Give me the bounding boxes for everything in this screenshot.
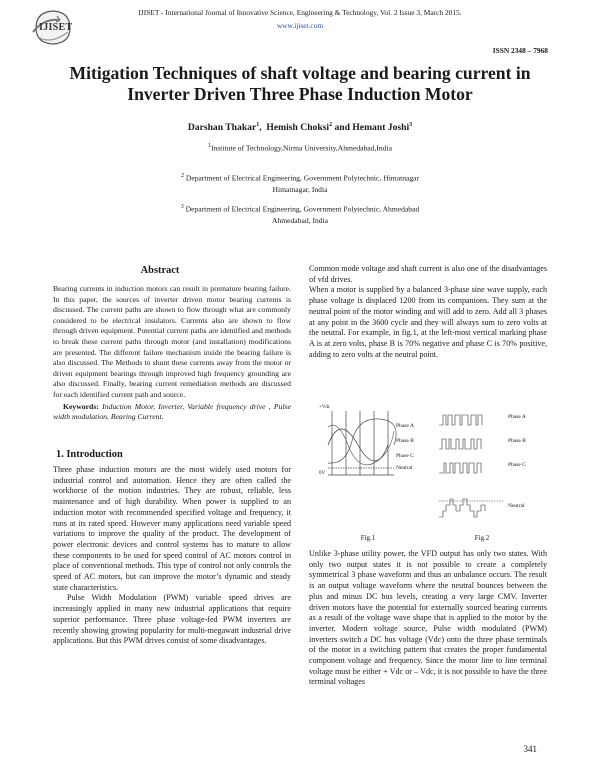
right-paragraph-3: Unlike 3-phase utility power, the VFD output has only two states. With only two output states it is not possible to create a completely symmetrical 3 phase waveform and thus an unbalance occurs. The result is an output voltage waveform where the neutral bounces between the plus and minus DC bus levels, creating a very large CMV. Inverter driven motors have the potential for externally sourced bearing currents as a result of the voltage wave shape that is applied to the motor by the inverter. Modern voltage source, Pulse width modulated (PWM) inverters switch a DC bus voltage (Vdc) onto the three phase terminals of the motor in a switching pattern that creates the proper fundamental component voltage and frequency. Since the motor line to line terminal voltage must be either + Vdc or – Vdc, it is not possible to have the three terminal voltages (309, 549, 547, 687)
fig1-top-label: +Vdc (319, 405, 331, 410)
title-line-1: Mitigation Techniques of shaft voltage and bearing current in (69, 63, 531, 83)
title-line-2: Inverter Driven Three Phase Induction Motor (127, 84, 473, 104)
figure-1-caption: Fig.1 (360, 534, 376, 542)
author-list: Darshan Thakar$^1$, Hemish Choksi$^2$ and Hemant Joshi$^3$ (187, 122, 413, 134)
journal-header-line: IJISET - International Journal of Innovative Science, Engineering & Technology, Vol. 2 Issue 3, March 2015. (138, 8, 462, 17)
aff-3-sup: 3 (180, 204, 184, 210)
fig1-label-phase-b: Phase B (396, 438, 414, 444)
fig2-label-phase-b: Phase B (508, 438, 526, 444)
journal-url[interactable]: www.ijiset.com (276, 21, 324, 30)
fig2-label-phase-a: Phase A (508, 414, 526, 420)
intro-body (53, 465, 291, 647)
keywords-label: Keywords: (63, 401, 99, 411)
author-2-sup: 2 (329, 122, 333, 128)
abstract-section (53, 284, 291, 423)
issn: ISSN 2348 – 7968 (492, 46, 548, 55)
aff-3-line-1: Department of Electrical Engineering, Government Polytechnic, Ahmedabad (185, 204, 420, 214)
author-1: Darshan Thakar (187, 122, 257, 134)
abstract-heading: Abstract (140, 265, 180, 276)
aff-2-line-2: Himatnagar, India (272, 185, 328, 195)
abstract-body: Bearing currents in induction motors can result in premature bearing failure. In this paper, the sources of inverter driven motor bearing currents is discussed. The current paths are shown to flow through what are commonly considered to be electrical insulators. Currents also are shown to flow through driven equipment. Potential current paths are identified and methods to break these current paths through motor (and installation) modifications are presented. The different failure mechanism inside the bearing failure is also discussed. The Methods to shunt these currents away from the motor or driven equipment bearings through improved high frequency grounding are also discussed. Finally, bearing current remediation methods are discussed for each identified current path and source. (53, 284, 291, 399)
aff-1-sup: 1 (208, 143, 211, 149)
intro-paragraph-2: Pulse Width Modulation (PWM) variable speed drives are increasingly applied in many new industrial applications that require superior performance. Three phase voltage-fed PWM inverters are recently showing growing popularity for multi-megawatt industrial drive applications. But this PWM drives consist of some disadvantages. (53, 593, 291, 646)
intro-heading: 1. Introduction (56, 449, 123, 460)
fig1-label-neutral: Neutral (396, 465, 413, 471)
page-number: 341 (523, 744, 537, 754)
fig1-label-phase-a: Phase A (396, 423, 414, 429)
author-3: Hemant Joshi (352, 122, 410, 134)
and-connector: and (334, 122, 350, 134)
paper-title (40, 63, 560, 105)
fig2-label-neutral: Neutral (508, 503, 525, 509)
right-column-bottom (309, 549, 547, 688)
figure-2-caption: Fig.2 (474, 534, 490, 542)
fig1-bottom-label: 0V (319, 471, 326, 476)
affiliation-1 (0, 141, 600, 154)
right-paragraph-2: When a motor is supplied by a balanced 3-phase sine wave supply, each phase voltage is displaced 1200 from its companions. They sum at the neutral point of the motor winding and will add to zero. Add all 3 phases at any point in the 3600 cycle and they will always sum to zero volts at the neutral. For example, in fig.1, at the left-most vertical marking phase A is at zero volts, phase B is 70% negative and phase C is 70% positive, adding to zero volts at the neutral point. (309, 285, 547, 359)
aff-1-text: Institute of Technology,Nirma University,Ahmedabad,India (211, 143, 392, 153)
author-3-sup: 3 (409, 122, 413, 128)
figure-2 (433, 405, 545, 523)
fig1-label-phase-c: Phase C (396, 453, 414, 459)
keywords (53, 402, 291, 423)
aff-2-line-1: Department of Electrical Engineering, Government Polytechnic, Himatnagar (185, 173, 420, 183)
author-2: Hemish Choksi (266, 122, 330, 134)
aff-3-line-2: Ahmedabad, India (271, 216, 329, 226)
fig2-label-phase-c: Phase C (508, 462, 526, 468)
aff-2-sup: 2 (180, 173, 184, 179)
right-column-top (309, 264, 547, 360)
logo-text: IJISET (39, 22, 73, 33)
affiliation-2 (0, 171, 600, 196)
right-paragraph-1: Common mode voltage and shaft current is also one of the disadvantages of vfd drives. (309, 264, 547, 284)
intro-paragraph-1: Three phase induction motors are the most widely used motors for industrial control and automation. Hence they are often called the workhorse of the motion industries. They are robust, reliable, less maintenance and of high durability. When power is supplied to an induction motor with recommended specified voltage and frequency, it runs at its rated speed. However many applications need variable speed variations to improve the quality of the product. The development of power electronic devices and control systems has to mature to allow these components to be used for speed control of AC motors control in place of conventional methods. This type of control not only controls the speed of AC motors, but can improve the motor’s dynamic and steady state characteristics. (53, 465, 291, 592)
figure-1 (318, 405, 426, 481)
keywords-text: Induction Motor, Inverter, Variable frequency drive , Pulse width modulation, Bearing Current. (53, 401, 292, 422)
affiliation-3 (0, 202, 600, 227)
author-1-sup: 1 (256, 122, 260, 128)
